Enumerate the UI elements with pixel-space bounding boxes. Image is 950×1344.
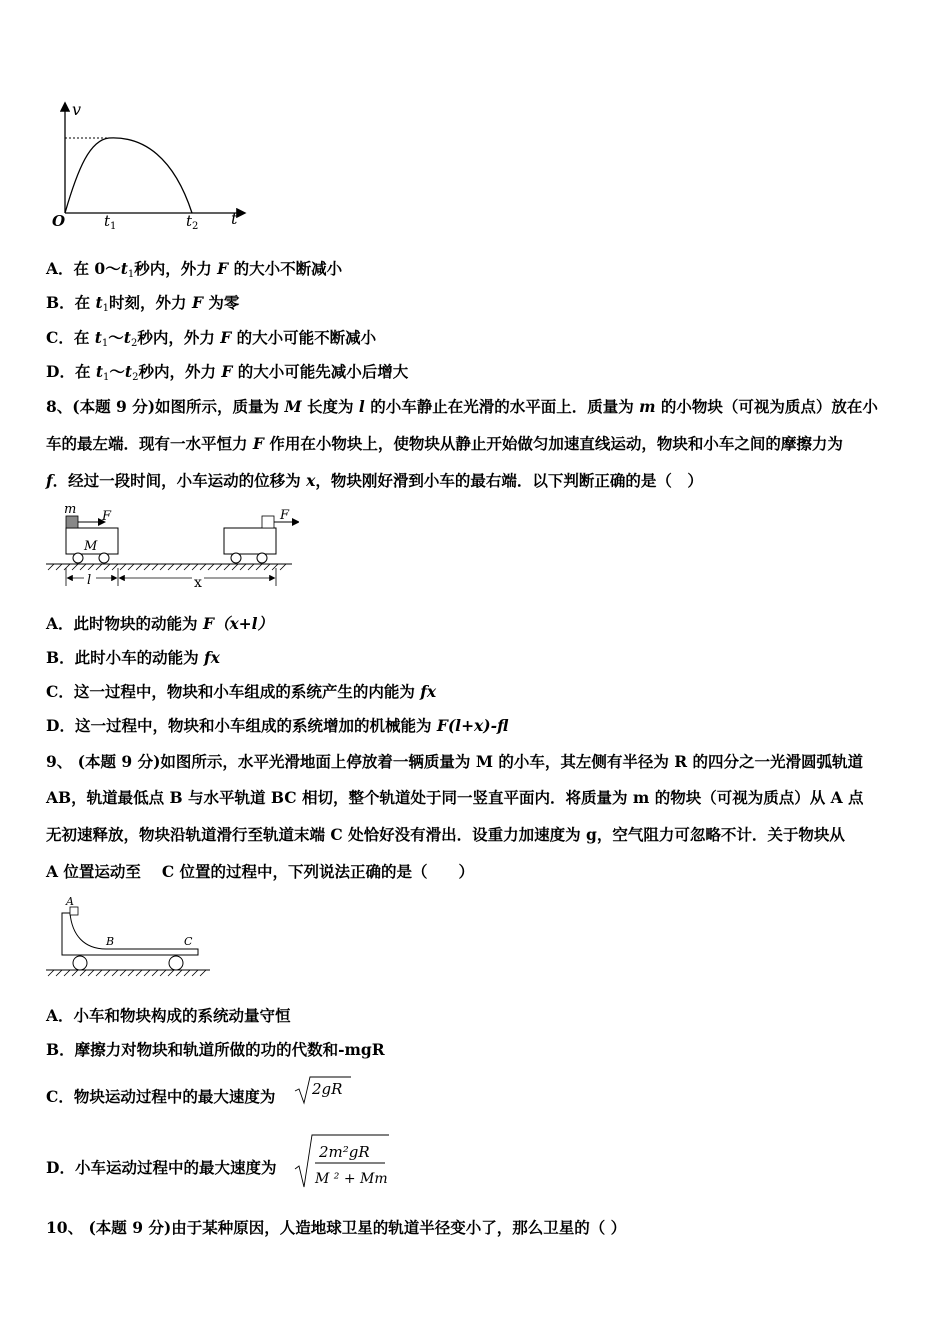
track-ground-hatch [48,970,206,976]
block-initial [66,516,78,528]
q9-stem-line-1: 9、 (本题 9 分)如图所示，水平光滑地面上停放着一辆质量为 M 的小车，其左侧有半径为 R 的四分之一光滑圆弧轨道 [46,752,864,771]
dim-l-label: l [87,573,92,588]
block-at-a [70,907,78,915]
ground-hatch [48,564,286,570]
cart-final [224,528,276,554]
arc-track-figure [44,893,214,983]
point-a-label: A [66,895,74,908]
velocity-curve [65,138,192,213]
q9-option-d: D．小车运动过程中的最大速度为 [46,1158,277,1177]
cart-final-wheel-left [231,553,241,563]
point-b-label: B [106,935,115,948]
block-final [262,516,274,528]
force-label-final: F [280,508,290,523]
arc-track [62,913,198,955]
cart-block-figure [44,500,299,592]
point-c-label: C [184,935,193,948]
cart-mass-label: M [84,539,98,554]
cart-final-wheel-right [257,553,267,563]
q7-option-d: D．在 t1～t2秒内，外力 F 的大小可能先减小后增大 [46,362,409,383]
q8-option-c: C．这一过程中，物块和小车组成的系统产生的内能为 fx [46,682,437,701]
q8-stem-line-2: 车的最左端．现有一水平恒力 F 作用在小物块上，使物块从静止开始做匀加速直线运动，物块和小车之间的摩擦力为 [46,434,843,453]
fraction-denominator: M ² + Mm [315,1171,388,1187]
q9-stem-line-3: 无初速释放，物块沿轨道滑行至轨道末端 C 处恰好没有滑出．设重力加速度为 g，空气阻力可忽略不计．关于物块从 [46,825,845,844]
q9-option-c: C．物块运动过程中的最大速度为 [46,1087,276,1106]
cart-initial-wheel-right [99,553,109,563]
q10-stem-line-1: 10、 (本题 9 分)由于某种原因，人造地球卫星的轨道半径变小了，那么卫星的（ ） [46,1218,627,1237]
q9-stem-line-2: AB，轨道最低点 B 与水平轨道 BC 相切，整个轨道处于同一竖直平面内．将质量为 m 的物块（可视为质点）从 A 点 [46,788,864,807]
q8-option-a: A．此时物块的动能为 F（x+l） [46,614,274,633]
q9-option-b: B．摩擦力对物块和轨道所做的功的代数和-mgR [46,1040,385,1059]
t-label: t [231,209,238,228]
t1-label: $t_1$ [104,212,117,232]
max-cart-velocity-formula [293,1131,393,1191]
t2-label: $t_2$ [186,212,199,232]
q9-stem-line-4: A 位置运动至 C 位置的过程中，下列说法正确的是（ ） [46,862,475,881]
v-label: v [72,100,82,119]
q8-option-b: B．此时小车的动能为 fx [46,648,220,667]
q7-option-a: A．在 0～t1秒内，外力 F 的大小不断减小 [46,259,343,280]
q7-option-b: B．在 t1时刻，外力 F 为零 [46,293,240,314]
force-label-initial: F [102,509,112,524]
fraction-numerator: 2m²gR [319,1143,370,1161]
dim-x-label: x [194,575,202,591]
track-wheel-left [73,956,87,970]
sqrt-2gr-formula [293,1073,353,1105]
origin-label: O [52,212,66,230]
cart-initial-wheel-left [73,553,83,563]
q8-option-d: D．这一过程中，物块和小车组成的系统增加的机械能为 F(l+x)-fl [46,716,509,735]
track-wheel-right [169,956,183,970]
sqrt-2gr-text: 2gR [312,1080,343,1098]
q7-option-c: C．在 t1～t2秒内，外力 F 的大小可能不断减小 [46,328,377,349]
q8-stem-line-1: 8、(本题 9 分)如图所示，质量为 M 长度为 l 的小车静止在光滑的水平面上．质量为 m 的小物块（可视为质点）放在小 [46,397,878,416]
q8-stem-line-3: f．经过一段时间，小车运动的位移为 x，物块刚好滑到小车的最右端．以下判断正确的是（ ） [46,471,703,490]
q9-option-a: A．小车和物块构成的系统动量守恒 [46,1006,291,1025]
velocity-time-graph [44,98,254,236]
block-mass-label: m [64,502,77,517]
